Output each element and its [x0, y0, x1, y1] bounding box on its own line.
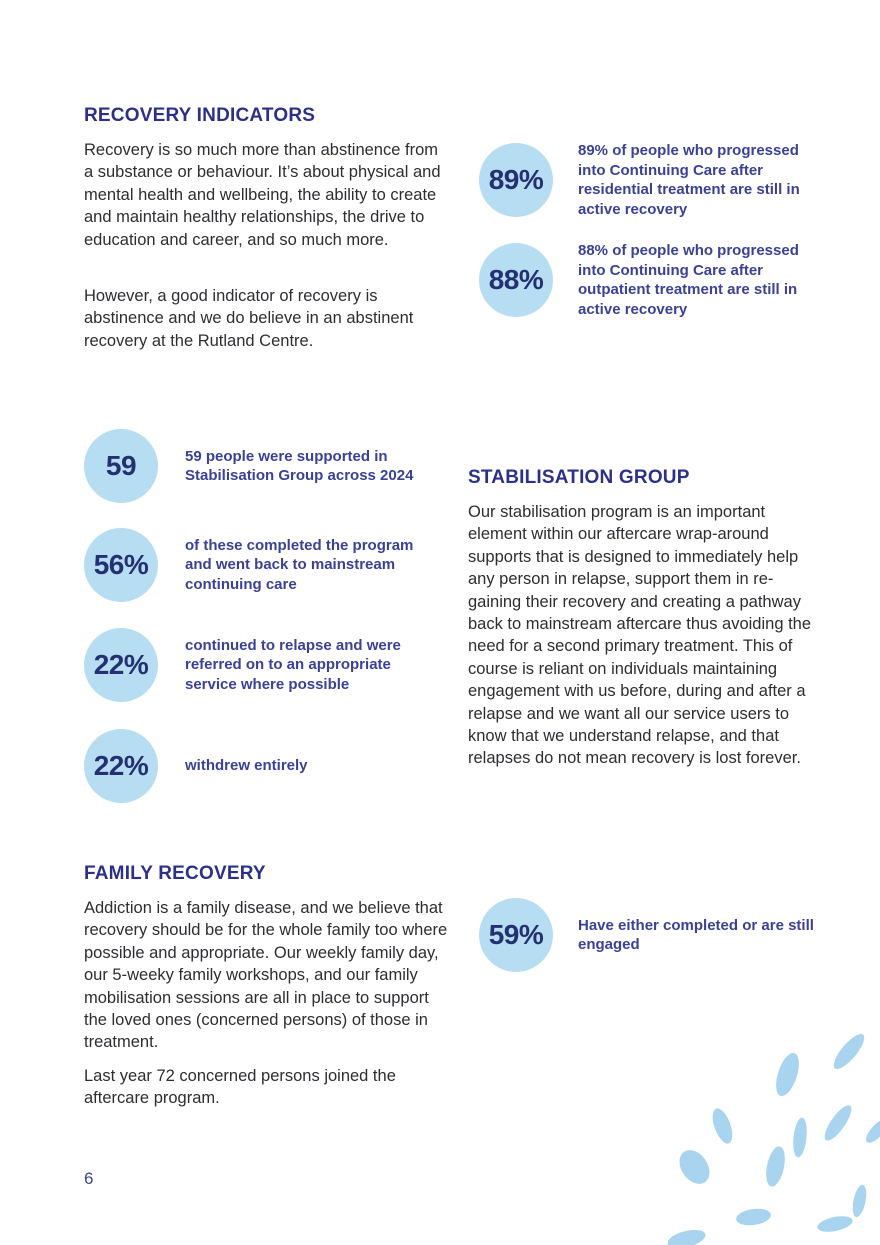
stat-row-59 [84, 429, 423, 503]
stat-value: 22% [93, 750, 149, 781]
stat-caption: withdrew entirely [185, 757, 308, 775]
stat-row-22pct-relapse [84, 628, 423, 702]
family-recovery-paragraph-1: Addiction is a family disease, and we believe that recovery should be for the whole family too where possible and appropriate. Our weekly family day, our 5-weeky family workshops, and our family mobilisation sessions are all in place to support the loved ones (concerned persons) of those in treatment. [84, 899, 448, 1052]
petal-decoration [820, 1102, 856, 1144]
stat-row-59pct-family [479, 898, 838, 972]
petal-decoration [850, 1184, 869, 1219]
stat-circle-88pct [479, 243, 553, 317]
stat-value: 56% [93, 549, 149, 580]
petal-decoration [863, 1116, 880, 1146]
section-heading-family-recovery: FAMILY RECOVERY [84, 863, 266, 884]
petal-decoration [735, 1207, 772, 1228]
stat-row-89pct [479, 141, 830, 219]
stat-circle-56pct [84, 528, 158, 602]
stat-value: 89% [488, 164, 544, 195]
stat-circle-89pct [479, 143, 553, 217]
recovery-indicators-paragraph-2: However, a good indicator of recovery is abstinence and we do believe in an abstinent recovery at the Rutland Centre. [84, 287, 414, 350]
stat-caption: 88% of people who progressed into Continuing Care after outpatient treatment are still in active recovery [578, 242, 799, 318]
stat-value: 22% [93, 649, 149, 680]
page-number: 6 [84, 1169, 94, 1188]
stat-caption: Have either completed or are still engaged [578, 916, 814, 953]
petal-decoration [673, 1144, 716, 1189]
petal-decoration [829, 1029, 869, 1072]
stat-value: 88% [488, 264, 544, 295]
petal-decoration [771, 1050, 803, 1099]
stat-caption: of these completed the program and went back to mainstream continuing care [185, 536, 414, 593]
stabilisation-group-paragraph: Our stabilisation program is an important element within our aftercare wrap-around supports that is designed to immediately help any person in relapse, support them in re-gaining their recovery and creating a pathway back to mainstream aftercare thus avoiding the need for a second primary treatment. This of course is reliant on individuals maintaining engagement with us before, during and after a relapse and we want all our service users to know that we understand relapse, and that relapses do not mean recovery is lost forever. [468, 503, 812, 768]
section-heading-stabilisation-group: STABILISATION GROUP [468, 467, 690, 488]
petal-decoration [762, 1144, 787, 1188]
stat-circle-22pct-withdrew [84, 729, 158, 803]
petal-decoration [708, 1106, 736, 1146]
stat-row-56pct [84, 528, 423, 602]
stat-circle-59pct-family [479, 898, 553, 972]
stat-row-88pct [479, 241, 830, 319]
petal-decoration [665, 1227, 707, 1245]
stat-caption: continued to relapse and were referred on to an appropriate service where possible [185, 636, 401, 693]
stat-row-22pct-withdrew [84, 729, 423, 803]
section-heading-recovery-indicators: RECOVERY INDICATORS [84, 105, 316, 126]
family-recovery-paragraph-2: Last year 72 concerned persons joined the aftercare program. [84, 1067, 396, 1108]
stat-caption: 59 people were supported in Stabilisation Group across 2024 [185, 447, 414, 484]
stat-value: 59% [488, 919, 544, 950]
stat-circle-59 [84, 429, 158, 503]
stat-circle-22pct-relapse [84, 628, 158, 702]
stat-value: 59 [105, 450, 137, 481]
recovery-indicators-paragraph-1: Recovery is so much more than abstinence from a substance or behaviour. It’s about physical and mental health and wellbeing, the ability to create and maintain healthy relationships, the drive to education and career, and so much more. [84, 141, 441, 249]
petal-decoration [791, 1116, 808, 1157]
petal-decoration [816, 1213, 854, 1234]
stat-caption: 89% of people who progressed into Continuing Care after residential treatment are still in active recovery [578, 142, 800, 218]
